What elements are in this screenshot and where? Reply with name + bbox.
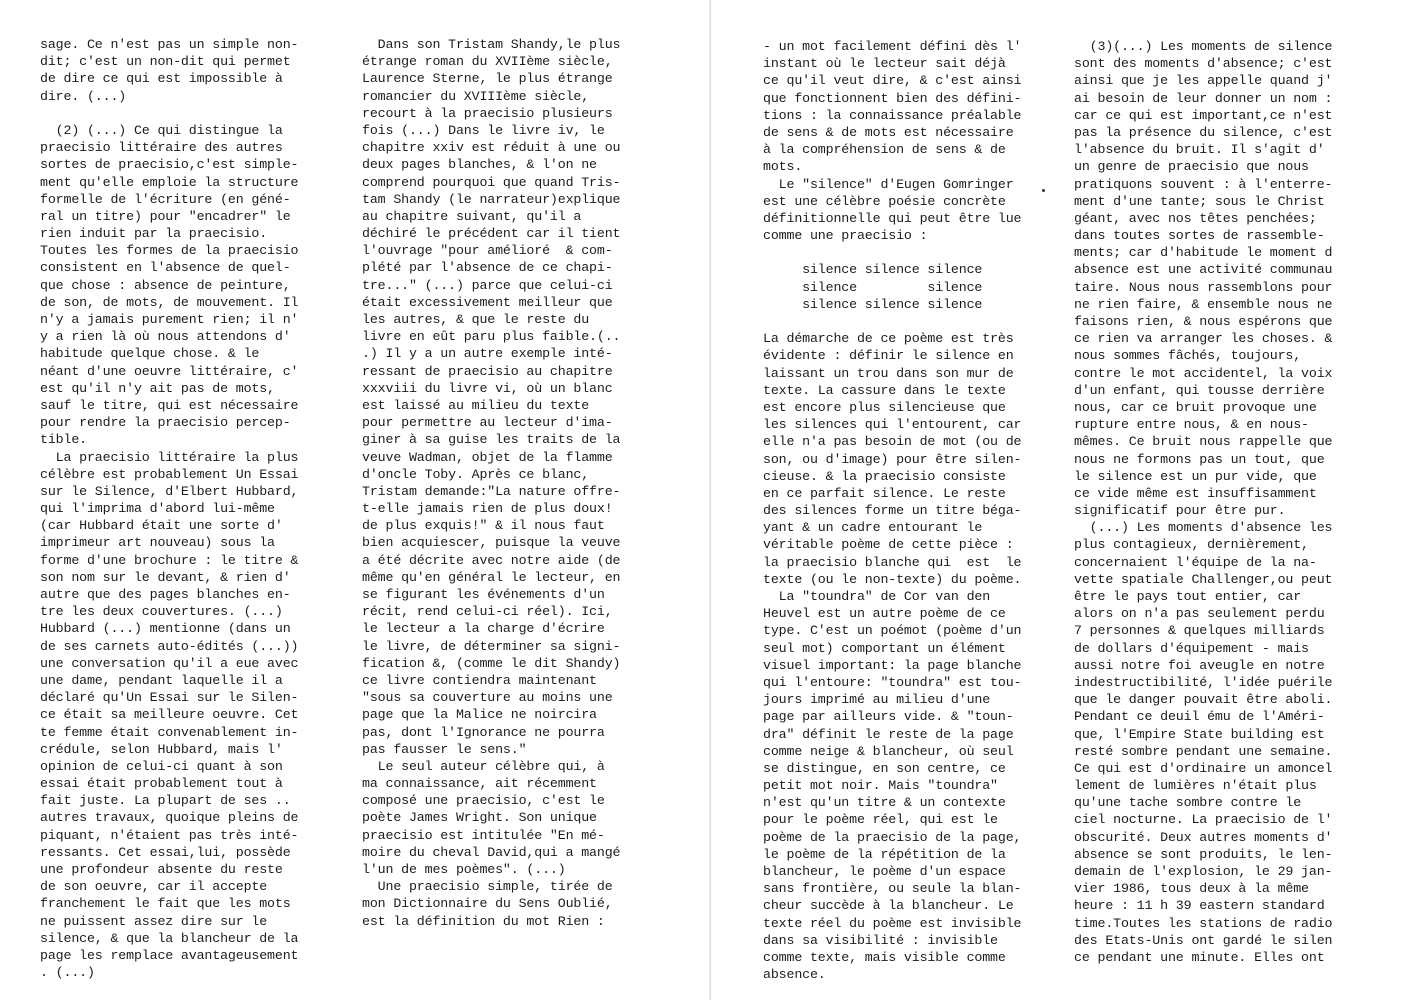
text-line: plus contagieux, dernièrement, bbox=[1074, 537, 1309, 553]
text-line: ce rien va arranger les choses. & bbox=[1074, 331, 1333, 347]
text-line: demain de l'explosion, le 29 jan- bbox=[1074, 864, 1333, 879]
text-line: un genre de praecisio que nous bbox=[1074, 159, 1309, 175]
text-line: La "toundra" de Cor van den bbox=[763, 589, 991, 604]
text-line: fication &, (comme le dit Shandy) bbox=[362, 655, 621, 671]
text-line: poème de la praecisio de la page, bbox=[763, 829, 1022, 845]
text-line: cieuse. & la praecisio consiste bbox=[763, 468, 1006, 484]
text-line: ment qu'elle emploie la structure bbox=[40, 174, 299, 190]
text-line: cheur succède à la blancheur. Le bbox=[763, 898, 1014, 914]
text-line: ce livre contiendra maintenant bbox=[362, 672, 597, 688]
text-line: essai était probablement tout à bbox=[40, 776, 283, 792]
text-column-3 bbox=[763, 38, 1063, 983]
text-line: silence silence silence bbox=[763, 296, 983, 312]
text-line: mêmes. Ce bruit nous rappelle que bbox=[1074, 434, 1333, 450]
text-line: de son oeuvre, car il accepte bbox=[40, 879, 268, 895]
text-line: alors on n'a pas seulement perdu bbox=[1074, 606, 1325, 622]
text-line: ral un titre) pour "encadrer" le bbox=[40, 208, 291, 224]
text-line: (2) (...) Ce qui distingue la bbox=[40, 122, 283, 138]
text-line: mots. bbox=[763, 159, 803, 175]
text-line: sans frontière, ou seule la blan- bbox=[763, 881, 1022, 897]
text-line: page les remplace avantageusement bbox=[40, 947, 299, 963]
text-line: une dame, pendant laquelle il a bbox=[40, 672, 283, 688]
text-line: imprimeur art nouveau) sous la bbox=[40, 535, 275, 551]
text-line: pas fausser le sens." bbox=[362, 741, 527, 757]
text-line: significatif pour être pur. bbox=[1074, 503, 1286, 519]
text-line: est la définition du mot Rien : bbox=[362, 913, 605, 929]
text-column-4 bbox=[1074, 38, 1374, 966]
text-line: ment d'une tante; sous le Christ bbox=[1074, 193, 1325, 209]
text-line: ainsi que je les appelle quand j' bbox=[1074, 73, 1333, 89]
text-line: géant, avec nos têtes penchées; bbox=[1074, 210, 1317, 226]
text-line: comme une praecisio : bbox=[763, 228, 928, 244]
text-line: tam Shandy (le narrateur)explique bbox=[362, 191, 621, 207]
text-line: consistent en l'absence de quel- bbox=[40, 260, 291, 276]
text-column-2 bbox=[362, 36, 662, 930]
text-line: au chapitre suivant, qu'il a bbox=[362, 208, 582, 224]
text-line: laissant un trou dans son mur de bbox=[763, 365, 1014, 381]
text-line: que chose : absence de peinture, bbox=[40, 277, 291, 293]
text-line: une profondeur absente du reste bbox=[40, 862, 283, 877]
text-line: sage. Ce n'est pas un simple non- bbox=[40, 37, 299, 52]
text-line: qui l'entoure: "toundra" est tou- bbox=[763, 674, 1022, 690]
text-line: comme texte, mais visible comme bbox=[763, 949, 1006, 965]
text-line: le poème de la répétition de la bbox=[763, 846, 1006, 862]
text-line: absence est une activité communau bbox=[1074, 262, 1333, 278]
text-line: rien induit par la praecisio. bbox=[40, 226, 268, 242]
text-line: que le danger pouvait être aboli. bbox=[1074, 692, 1333, 708]
text-line: autre que des pages blanches en- bbox=[40, 587, 291, 602]
text-line: ma connaissance, ait récemment bbox=[362, 776, 597, 792]
text-line: de plus exquis!" & il nous faut bbox=[362, 518, 605, 534]
text-line bbox=[763, 244, 1063, 261]
text-line: seul mot) comportant un élément bbox=[763, 640, 1006, 656]
text-line: poète James Wright. Son unique bbox=[362, 810, 597, 826]
text-line: Le "silence" d'Eugen Gomringer bbox=[763, 176, 1014, 192]
text-line: silence silence silence bbox=[763, 262, 983, 278]
text-line: ressant de praecisio au chapitre bbox=[362, 363, 613, 379]
text-line: . (...) bbox=[40, 965, 95, 981]
text-line: faisons rien, & nous espérons que bbox=[1074, 314, 1333, 329]
text-line: crédule, selon Hubbard, mais l' bbox=[40, 741, 283, 757]
text-line: dans toutes sortes de rassemble- bbox=[1074, 228, 1325, 244]
text-line: le livre, de déterminer sa signi- bbox=[362, 638, 621, 654]
text-line: Tristam demande:"La nature offre- bbox=[362, 483, 621, 499]
text-line: déchiré le précédent car il tient bbox=[362, 226, 621, 242]
text-line: car ce qui est important,ce n'est bbox=[1074, 107, 1333, 123]
text-line: La praecisio littéraire la plus bbox=[40, 449, 299, 465]
text-line: rupture entre nous, & en nous- bbox=[1074, 417, 1309, 433]
text-line: évidente : définir le silence en bbox=[763, 348, 1014, 364]
text-line: composé une praecisio, c'est le bbox=[362, 793, 605, 809]
text-line: praecisio littéraire des autres bbox=[40, 140, 283, 156]
text-line: (car Hubbard était une sorte d' bbox=[40, 518, 283, 534]
text-line: habitude quelque chose. & le bbox=[40, 346, 260, 362]
text-line: Pendant ce deuil ému de l'Améri- bbox=[1074, 709, 1325, 725]
right-page bbox=[711, 0, 1421, 1000]
text-line: son, ou d'image) pour être silen- bbox=[763, 451, 1022, 467]
text-line: d'oncle Toby. Après ce blanc, bbox=[362, 466, 590, 482]
text-line: texte réel du poème est invisible bbox=[763, 915, 1022, 931]
text-line: opinion de celui-ci quant à son bbox=[40, 758, 283, 774]
text-line: pratiquons souvent : à l'enterre- bbox=[1074, 176, 1333, 192]
text-line: ce était sa meilleure oeuvre. Cet bbox=[40, 707, 299, 723]
text-line: véritable poème de cette pièce : bbox=[763, 537, 1014, 553]
text-line: l'absence du bruit. Il s'agit d' bbox=[1074, 142, 1325, 158]
text-line: de dollars d'équipement - mais bbox=[1074, 640, 1309, 656]
text-line: - un mot facilement défini dès l' bbox=[763, 39, 1022, 54]
text-line: te femme était convenablement in- bbox=[40, 724, 299, 740]
text-line: deux pages blanches, & l'on ne bbox=[362, 157, 597, 173]
text-line: nous sommes fâchés, toujours, bbox=[1074, 348, 1302, 364]
text-line: plété par l'absence de ce chapi- bbox=[362, 260, 613, 276]
text-line bbox=[40, 105, 340, 122]
text-line: 7 personnes & quelques milliards bbox=[1074, 623, 1325, 639]
text-line: de ses carnets auto-édités (...)) bbox=[40, 638, 299, 654]
text-line: dit; c'est un non-dit qui permet bbox=[40, 54, 291, 70]
text-line: blancheur, le poème d'un espace bbox=[763, 864, 1006, 879]
text-line: étrange roman du XVIIème siècle, bbox=[362, 54, 613, 70]
text-line: sont des moments d'absence; c'est bbox=[1074, 56, 1333, 72]
text-line: se figurant les événements d'un bbox=[362, 587, 605, 602]
text-line: formelle de l'écriture (en géné- bbox=[40, 191, 291, 207]
text-line: la praecisio blanche qui est le bbox=[763, 554, 1022, 570]
text-line: est laissé au milieu du texte bbox=[362, 397, 590, 413]
text-line: comme neige & blancheur, où seul bbox=[763, 743, 1014, 759]
text-line: est encore plus silencieuse que bbox=[763, 399, 1006, 415]
text-line: vette spatiale Challenger,ou peut bbox=[1074, 571, 1333, 587]
text-line: livre en eût paru plus faible.(.. bbox=[362, 329, 621, 345]
text-line: veuve Wadman, objet de la flamme bbox=[362, 449, 613, 465]
text-line: romancier du XVIIIème siècle, bbox=[362, 88, 590, 104]
text-line: tible. bbox=[40, 432, 87, 448]
text-line: contre le mot accidentel, la voix bbox=[1074, 365, 1333, 381]
text-line: célèbre est probablement Un Essai bbox=[40, 466, 299, 482]
text-line: franchement le fait que les mots bbox=[40, 896, 291, 912]
text-line: qui l'imprima d'abord lui-même bbox=[40, 501, 275, 517]
text-line: absence se sont produits, le len- bbox=[1074, 846, 1333, 862]
text-line: aussi notre foi aveugle en notre bbox=[1074, 657, 1325, 673]
text-line: texte (ou le non-texte) du poème. bbox=[763, 571, 1022, 587]
text-line: être le pays tout entier, car bbox=[1074, 589, 1302, 604]
text-line: ne rien faire, & ensemble nous ne bbox=[1074, 296, 1333, 312]
text-line: page que la Malice ne noircira bbox=[362, 707, 597, 723]
text-line: dire. (...) bbox=[40, 88, 127, 104]
text-line: se distingue, en son centre, ce bbox=[763, 760, 1006, 776]
text-line: piquant, n'étaient pas très inté- bbox=[40, 827, 299, 843]
text-line: comprend pourquoi que quand Tris- bbox=[362, 174, 621, 190]
text-line: était excessivement meilleur que bbox=[362, 294, 613, 310]
text-line: dans sa visibilité : invisible bbox=[763, 932, 998, 948]
text-line: sortes de praecisio,c'est simple- bbox=[40, 157, 299, 173]
text-line: "sous sa couverture au moins une bbox=[362, 690, 613, 706]
text-line: ressants. Cet essai,lui, possède bbox=[40, 844, 291, 860]
text-line: petit mot noir. Mais "toundra" bbox=[763, 778, 998, 794]
text-line: y a rien là où nous attendons d' bbox=[40, 329, 291, 345]
text-line: instant où le lecteur sait déjà bbox=[763, 56, 1006, 72]
text-line: sauf le titre, qui est nécessaire bbox=[40, 397, 299, 413]
text-line: pour permettre au lecteur d'ima- bbox=[362, 415, 613, 431]
text-line: ce vide même est insuffisamment bbox=[1074, 485, 1317, 501]
text-line: t-elle jamais rien de plus doux! bbox=[362, 501, 613, 517]
text-line: récit, rend celui-ci réel). Ici, bbox=[362, 604, 613, 620]
text-line: autres travaux, quoique pleins de bbox=[40, 810, 299, 826]
text-line: fois (...) Dans le livre iv, le bbox=[362, 122, 605, 138]
left-page bbox=[0, 0, 710, 1000]
text-line: les silences qui l'entourent, car bbox=[763, 417, 1022, 433]
text-line: néant d'une oeuvre littéraire, c' bbox=[40, 363, 299, 379]
text-line: vier 1986, tous deux à la même bbox=[1074, 881, 1309, 897]
text-line: praecisio est intitulée "En mé- bbox=[362, 827, 605, 843]
text-line: Le seul auteur célèbre qui, à bbox=[362, 758, 605, 774]
text-line: ce pendant une minute. Elles ont bbox=[1074, 949, 1325, 965]
text-line: n'y a jamais purement rien; il n' bbox=[40, 312, 299, 327]
text-line: concernaient l'équipe de la na- bbox=[1074, 554, 1317, 570]
text-line: des Etats-Unis ont gardé le silen bbox=[1074, 932, 1333, 948]
text-line: indestructibilité, l'idée puérile bbox=[1074, 674, 1333, 690]
text-line: silence, & que la blancheur de la bbox=[40, 930, 299, 946]
text-line: fait juste. La plupart de ses .. bbox=[40, 793, 291, 809]
text-line: ciel nocturne. La praecisio de l' bbox=[1074, 812, 1333, 828]
text-line: de sens & de mots est nécessaire bbox=[763, 124, 1014, 140]
ink-speck bbox=[1042, 189, 1045, 192]
text-line: d'un enfant, qui tousse derrière bbox=[1074, 382, 1325, 398]
text-line: son nom sur le devant, & rien d' bbox=[40, 569, 291, 585]
text-line: resté sombre pendant une semaine. bbox=[1074, 743, 1333, 759]
text-line: Ce qui est d'ordinaire un amoncel bbox=[1074, 760, 1333, 776]
text-line: est une célèbre poésie concrète bbox=[763, 193, 1006, 209]
text-line: le silence est un pur vide, que bbox=[1074, 468, 1317, 484]
text-line: dra" définit le reste de la page bbox=[763, 726, 1014, 742]
text-line: recourt à la praecisio plusieurs bbox=[362, 105, 613, 121]
text-line: est qu'il n'y ait pas de mots, bbox=[40, 380, 275, 396]
text-line: page par ailleurs vide. & "toun- bbox=[763, 709, 1014, 725]
text-line: l'ouvrage "pour amélioré & com- bbox=[362, 243, 613, 259]
text-line: pas, dont l'Ignorance ne pourra bbox=[362, 724, 605, 740]
text-line: sur le Silence, d'Elbert Hubbard, bbox=[40, 483, 299, 499]
text-line: tre..." (...) parce que celui-ci bbox=[362, 277, 613, 293]
text-line: moire du cheval David,qui a mangé bbox=[362, 844, 621, 860]
text-line: bien acquiescer, puisque la veuve bbox=[362, 535, 621, 551]
text-line: que, l'Empire State building est bbox=[1074, 726, 1325, 742]
text-line: texte. La cassure dans le texte bbox=[763, 382, 1006, 398]
text-line: visuel important: la page blanche bbox=[763, 657, 1022, 673]
text-line: ne puissent assez dire sur le bbox=[40, 913, 268, 929]
text-line: time.Toutes les stations de radio bbox=[1074, 915, 1333, 931]
text-line: pour le poème réel, qui est le bbox=[763, 812, 998, 828]
text-line: absence. bbox=[763, 967, 826, 983]
text-line: le lecteur a la charge d'écrire bbox=[362, 621, 605, 637]
text-line: pas la présence du silence, c'est bbox=[1074, 124, 1333, 140]
text-line: Dans son Tristam Shandy,le plus bbox=[362, 37, 621, 52]
text-line: tre les deux couvertures. (...) bbox=[40, 604, 283, 620]
text-line: a été décrite avec notre aide (de bbox=[362, 552, 621, 568]
text-line: Une praecisio simple, tirée de bbox=[362, 879, 613, 895]
text-line: nous, car ce bruit provoque une bbox=[1074, 399, 1317, 415]
text-line: type. C'est un poémot (poème d'un bbox=[763, 623, 1022, 639]
text-line: pour rendre la praecisio percep- bbox=[40, 415, 291, 431]
text-line: (3)(...) Les moments de silence bbox=[1074, 39, 1333, 54]
text-line: taire. Nous nous rassemblons pour bbox=[1074, 279, 1333, 295]
text-line: Hubbard (...) mentionne (dans un bbox=[40, 621, 291, 637]
text-line: Heuvel est un autre poème de ce bbox=[763, 606, 1006, 622]
text-line: xxxviii du livre vi, où un blanc bbox=[362, 380, 613, 396]
text-line: en ce parfait silence. Le reste bbox=[763, 485, 1006, 501]
text-line: Toutes les formes de la praecisio bbox=[40, 243, 299, 259]
text-line: chapitre xxiv est réduit à une ou bbox=[362, 140, 621, 156]
text-line: une conversation qu'il a eue avec bbox=[40, 655, 299, 671]
text-line: elle n'a pas besoin de mot (ou de bbox=[763, 434, 1022, 450]
text-line: mon Dictionnaire du Sens Oublié, bbox=[362, 896, 613, 912]
text-line: .) Il y a un autre exemple inté- bbox=[362, 346, 613, 362]
text-line: qu'une tache sombre contre le bbox=[1074, 795, 1302, 811]
text-line: les autres, & que le reste du bbox=[362, 312, 590, 327]
text-line: jours imprimé au milieu d'une bbox=[763, 692, 991, 708]
text-line: à la compréhension de sens & de bbox=[763, 142, 1006, 158]
text-line: déclaré qu'Un Essai sur le Silen- bbox=[40, 690, 299, 706]
text-line: n'est qu'un titre & un contexte bbox=[763, 795, 1006, 811]
text-line: ai besoin de leur donner un nom : bbox=[1074, 90, 1333, 106]
text-line: La démarche de ce poème est très bbox=[763, 331, 1014, 347]
text-line: l'un de mes poèmes". (...) bbox=[362, 862, 566, 877]
text-line: silence silence bbox=[763, 279, 983, 295]
text-line: lement de lumières n'était plus bbox=[1074, 778, 1317, 794]
text-line: yant & un cadre entourant le bbox=[763, 520, 983, 536]
text-line bbox=[763, 313, 1063, 330]
text-line: même qu'en général le lecteur, en bbox=[362, 569, 621, 585]
text-line: ce qu'il veut dire, & c'est ainsi bbox=[763, 73, 1022, 89]
text-line: forme d'une brochure : le titre & bbox=[40, 552, 299, 568]
text-line: giner à sa guise les traits de la bbox=[362, 432, 621, 448]
text-line: ments; car d'habitude le moment d bbox=[1074, 245, 1333, 261]
text-line: obscurité. Deux autres moments d' bbox=[1074, 829, 1333, 845]
text-column-1 bbox=[40, 36, 340, 981]
text-line: heure : 11 h 39 eastern standard bbox=[1074, 898, 1325, 914]
text-line: tions : la connaissance préalable bbox=[763, 107, 1022, 123]
text-line: que fonctionnent bien des défini- bbox=[763, 90, 1022, 106]
text-line: nous ne formons pas un tout, que bbox=[1074, 451, 1325, 467]
text-line: de dire ce qui est impossible à bbox=[40, 71, 283, 87]
text-line: définitionnelle qui peut être lue bbox=[763, 210, 1022, 226]
text-line: Laurence Sterne, le plus étrange bbox=[362, 71, 613, 87]
text-line: de son, de mots, de mouvement. Il bbox=[40, 294, 299, 310]
text-line: des silences forme un titre béga- bbox=[763, 503, 1022, 519]
text-line: (...) Les moments d'absence les bbox=[1074, 520, 1333, 536]
